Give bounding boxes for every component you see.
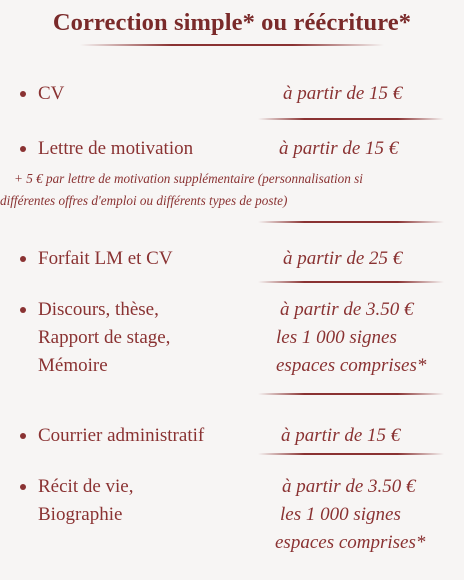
bullet-icon xyxy=(20,91,26,97)
item-label: Discours, thèse, Rapport de stage, Mémoire xyxy=(38,299,171,376)
item-price: à partir de 15 € xyxy=(279,138,399,159)
divider xyxy=(258,221,444,223)
item-price-line-1: à partir de 3.50 € xyxy=(282,476,416,497)
item-price-line-2: les 1 000 signes xyxy=(280,504,401,525)
title-divider xyxy=(80,44,384,46)
item-label: CV xyxy=(38,83,65,104)
bullet-icon xyxy=(20,256,26,262)
note-line-2: différentes offres d'emploi ou différents types de poste) xyxy=(0,193,288,208)
divider xyxy=(258,281,444,283)
bullet-icon xyxy=(20,307,26,313)
bullet-icon xyxy=(20,433,26,439)
item-label: Récit de vie, Biographie xyxy=(38,476,134,525)
item-label: Courrier administratif xyxy=(38,425,205,446)
divider xyxy=(258,453,444,455)
item-label: Forfait LM et CV xyxy=(38,248,173,269)
bullet-icon xyxy=(20,146,26,152)
item-label: Lettre de motivation xyxy=(38,138,194,159)
note-line-1: + 5 € par lettre de motivation supplémentaire (personnalisation si xyxy=(14,171,363,186)
item-price: à partir de 15 € xyxy=(281,425,401,446)
item-price-line-3: espaces comprises* xyxy=(276,355,427,376)
page-title: Correction simple* ou réécriture* xyxy=(52,9,412,36)
item-price-line-2: les 1 000 signes xyxy=(276,327,397,348)
item-price-line-3: espaces comprises* xyxy=(275,532,426,553)
lettre-note xyxy=(0,168,464,212)
bullet-icon xyxy=(20,484,26,490)
divider xyxy=(258,393,444,395)
divider xyxy=(258,118,444,120)
item-price: à partir de 25 € xyxy=(283,248,403,269)
item-price: à partir de 15 € xyxy=(283,83,403,104)
item-price-line-1: à partir de 3.50 € xyxy=(280,299,414,320)
